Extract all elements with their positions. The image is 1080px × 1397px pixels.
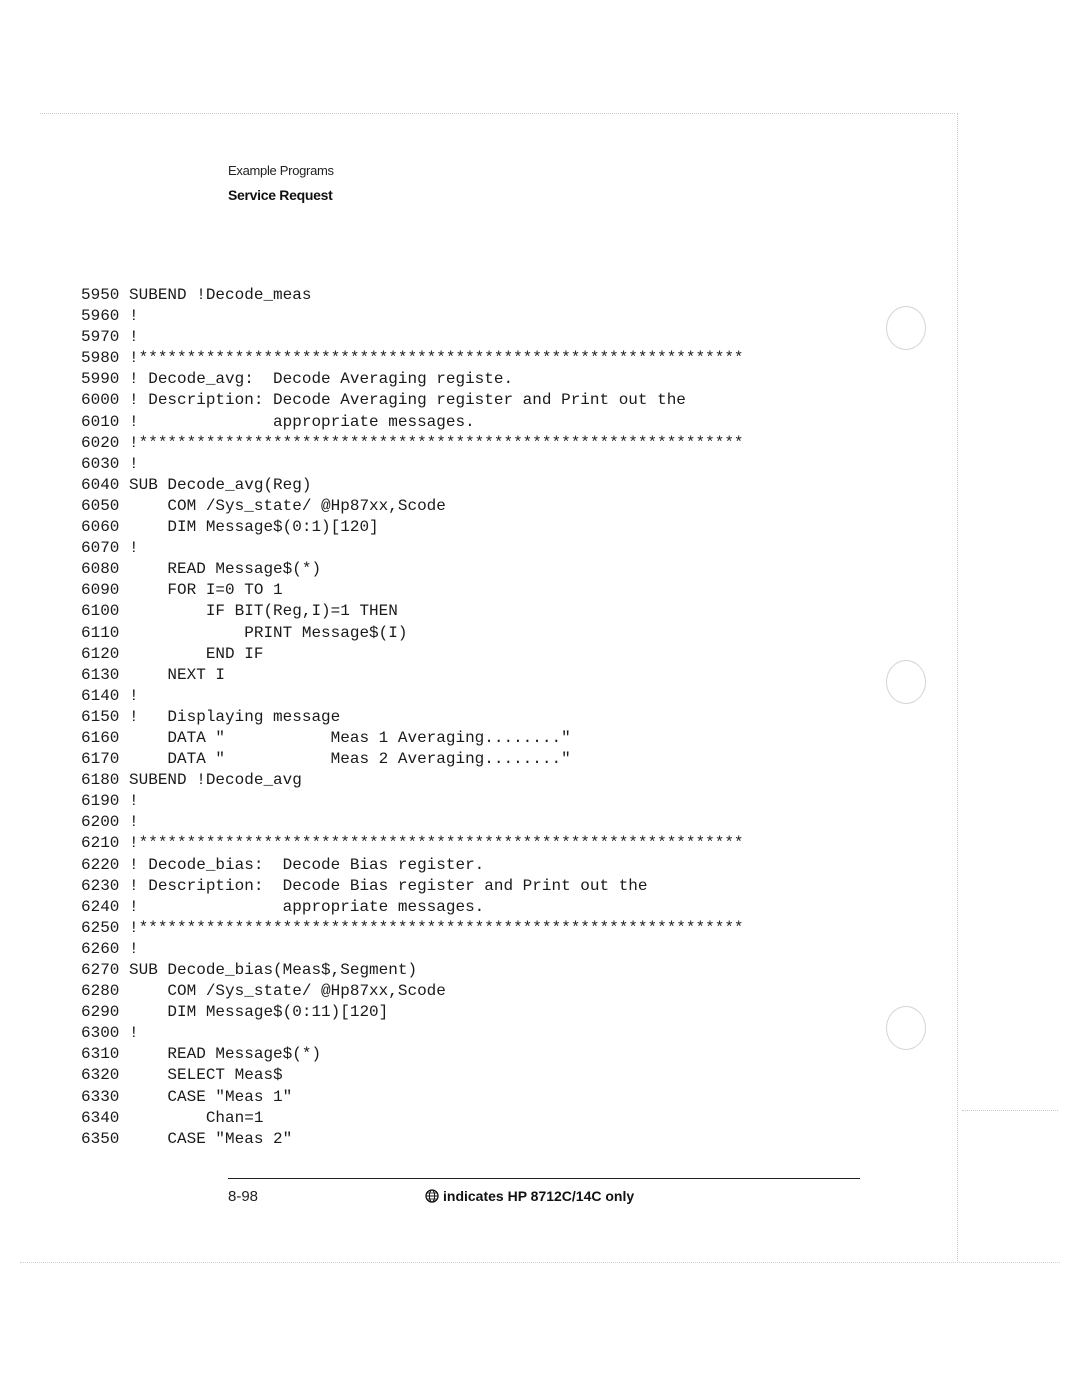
line-number: 6030: [81, 454, 120, 473]
line-number: 6120: [81, 644, 120, 663]
code-text: !: [129, 454, 139, 473]
code-line: [81, 812, 744, 833]
running-header-chapter: Example Programs: [228, 163, 334, 178]
code-line: [81, 475, 744, 496]
line-number: 6050: [81, 496, 120, 515]
code-text: SUBEND !Decode_meas: [129, 286, 312, 304]
code-line: [81, 559, 744, 580]
code-text: !: [129, 328, 139, 347]
line-number: 6150: [81, 707, 120, 726]
code-line: [81, 538, 744, 559]
code-text: Chan=1: [129, 1108, 264, 1127]
line-number: 6310: [81, 1045, 120, 1064]
code-line: [81, 580, 744, 601]
line-number: 6140: [81, 686, 120, 705]
code-line: [81, 918, 744, 939]
code-line: [81, 791, 744, 812]
line-number: 6170: [81, 750, 120, 769]
line-number: 6070: [81, 539, 120, 558]
code-line: [81, 285, 744, 306]
line-number: 6080: [81, 560, 120, 579]
code-line: [81, 960, 744, 981]
code-line: [81, 454, 744, 475]
code-line: [81, 686, 744, 707]
line-number: 6330: [81, 1087, 120, 1106]
code-line: [81, 1087, 744, 1108]
code-line: [81, 770, 744, 791]
code-text: ! appropriate messages.: [129, 412, 475, 431]
code-text: ! Decode_avg: Decode Averaging registe.: [129, 370, 514, 389]
line-number: 6000: [81, 391, 120, 410]
code-text: !: [129, 307, 139, 326]
line-number: 6180: [81, 771, 120, 790]
code-text: DATA " Meas 2 Averaging........": [129, 750, 571, 769]
scan-right-edge: [957, 113, 958, 1263]
code-line: [81, 623, 744, 644]
code-line: [81, 728, 744, 749]
line-number: 6110: [81, 623, 120, 642]
code-line: [81, 390, 744, 411]
code-text: !: [129, 813, 139, 832]
line-number: 6190: [81, 792, 120, 811]
code-line: [81, 707, 744, 728]
punch-hole: [886, 1006, 926, 1050]
scan-right-stub: [962, 1110, 1058, 1111]
line-number: 5990: [81, 370, 120, 389]
code-text: !: [129, 686, 139, 705]
code-line: [81, 1065, 744, 1086]
code-line: [81, 369, 744, 390]
footer-rule: [228, 1178, 860, 1179]
line-number: 6010: [81, 412, 120, 431]
code-text: SUBEND !Decode_avg: [129, 771, 302, 790]
code-line: [81, 665, 744, 686]
line-number: 6130: [81, 665, 120, 684]
code-text: !: [129, 939, 139, 958]
globe-icon: [425, 1189, 439, 1203]
code-text: ! Decode_bias: Decode Bias register.: [129, 855, 485, 874]
code-line: [81, 306, 744, 327]
code-text: END IF: [129, 644, 264, 663]
line-number: 6040: [81, 475, 120, 494]
code-text: !: [129, 539, 139, 558]
code-line: [81, 981, 744, 1002]
code-line: [81, 855, 744, 876]
line-number: 6220: [81, 855, 120, 874]
scan-top-edge: [40, 113, 955, 114]
line-number: 6250: [81, 918, 120, 937]
line-number: 6060: [81, 518, 120, 537]
code-text: ! Description: Decode Bias register and Print out the: [129, 876, 648, 895]
code-text: !: [129, 792, 139, 811]
code-line: [81, 644, 744, 665]
code-text: SUB Decode_bias(Meas$,Segment): [129, 961, 418, 979]
code-text: ! Displaying message: [129, 707, 341, 726]
code-text: ! Description: Decode Averaging register and Print out the: [129, 391, 686, 410]
code-line: [81, 876, 744, 897]
code-text: !***************************************************************: [129, 834, 744, 853]
code-text: READ Message$(*): [129, 1045, 322, 1064]
line-number: 6210: [81, 834, 120, 853]
code-line: [81, 897, 744, 918]
code-line: [81, 833, 744, 854]
punch-hole: [886, 306, 926, 350]
code-line: [81, 1002, 744, 1023]
footer-note-text: indicates HP 8712C/14C only: [443, 1188, 635, 1204]
code-text: CASE "Meas 2": [129, 1129, 293, 1148]
code-listing: [81, 285, 744, 1150]
line-number: 6290: [81, 1003, 120, 1022]
code-line: [81, 1129, 744, 1150]
code-text: DIM Message$(0:1)[120]: [129, 518, 379, 537]
code-line: [81, 327, 744, 348]
line-number: 6270: [81, 961, 120, 979]
line-number: 6160: [81, 728, 120, 747]
line-number: 5980: [81, 349, 120, 368]
line-number: 5960: [81, 307, 120, 326]
line-number: 6200: [81, 813, 120, 832]
punch-hole: [886, 660, 926, 704]
code-text: ! appropriate messages.: [129, 897, 485, 916]
code-text: DATA " Meas 1 Averaging........": [129, 728, 571, 747]
code-line: [81, 939, 744, 960]
code-text: !***************************************************************: [129, 433, 744, 452]
running-header-section: Service Request: [228, 187, 333, 203]
code-text: NEXT I: [129, 665, 226, 684]
line-number: 6090: [81, 581, 120, 600]
code-text: !***************************************************************: [129, 349, 744, 368]
code-text: PRINT Message$(I): [129, 623, 408, 642]
line-number: 6240: [81, 897, 120, 916]
code-text: SUB Decode_avg(Reg): [129, 475, 312, 494]
line-number: 6260: [81, 939, 120, 958]
code-line: [81, 749, 744, 770]
line-number: 6020: [81, 433, 120, 452]
code-line: [81, 601, 744, 622]
code-line: [81, 412, 744, 433]
line-number: 6280: [81, 982, 120, 1001]
code-text: DIM Message$(0:11)[120]: [129, 1003, 389, 1022]
page-number: 8-98: [228, 1188, 259, 1205]
line-number: 6300: [81, 1024, 120, 1043]
code-text: CASE "Meas 1": [129, 1087, 293, 1106]
code-text: !***************************************************************: [129, 918, 744, 937]
line-number: 6320: [81, 1066, 120, 1085]
line-number: 5950: [81, 286, 120, 304]
code-text: COM /Sys_state/ @Hp87xx,Scode: [129, 496, 446, 515]
scan-bottom-edge: [20, 1262, 1060, 1263]
line-number: 6350: [81, 1129, 120, 1148]
code-line: [81, 496, 744, 517]
footer-note: [425, 1188, 634, 1204]
code-text: FOR I=0 TO 1: [129, 581, 283, 600]
code-text: COM /Sys_state/ @Hp87xx,Scode: [129, 982, 446, 1001]
code-text: !: [129, 1024, 139, 1043]
code-line: [81, 1044, 744, 1065]
code-line: [81, 1108, 744, 1129]
code-text: SELECT Meas$: [129, 1066, 283, 1085]
line-number: 5970: [81, 328, 120, 347]
code-line: [81, 517, 744, 538]
line-number: 6340: [81, 1108, 120, 1127]
code-text: READ Message$(*): [129, 560, 322, 579]
line-number: 6100: [81, 602, 120, 621]
code-line: [81, 433, 744, 454]
line-number: 6230: [81, 876, 120, 895]
code-line: [81, 1023, 744, 1044]
code-line: [81, 348, 744, 369]
code-text: IF BIT(Reg,I)=1 THEN: [129, 602, 398, 621]
